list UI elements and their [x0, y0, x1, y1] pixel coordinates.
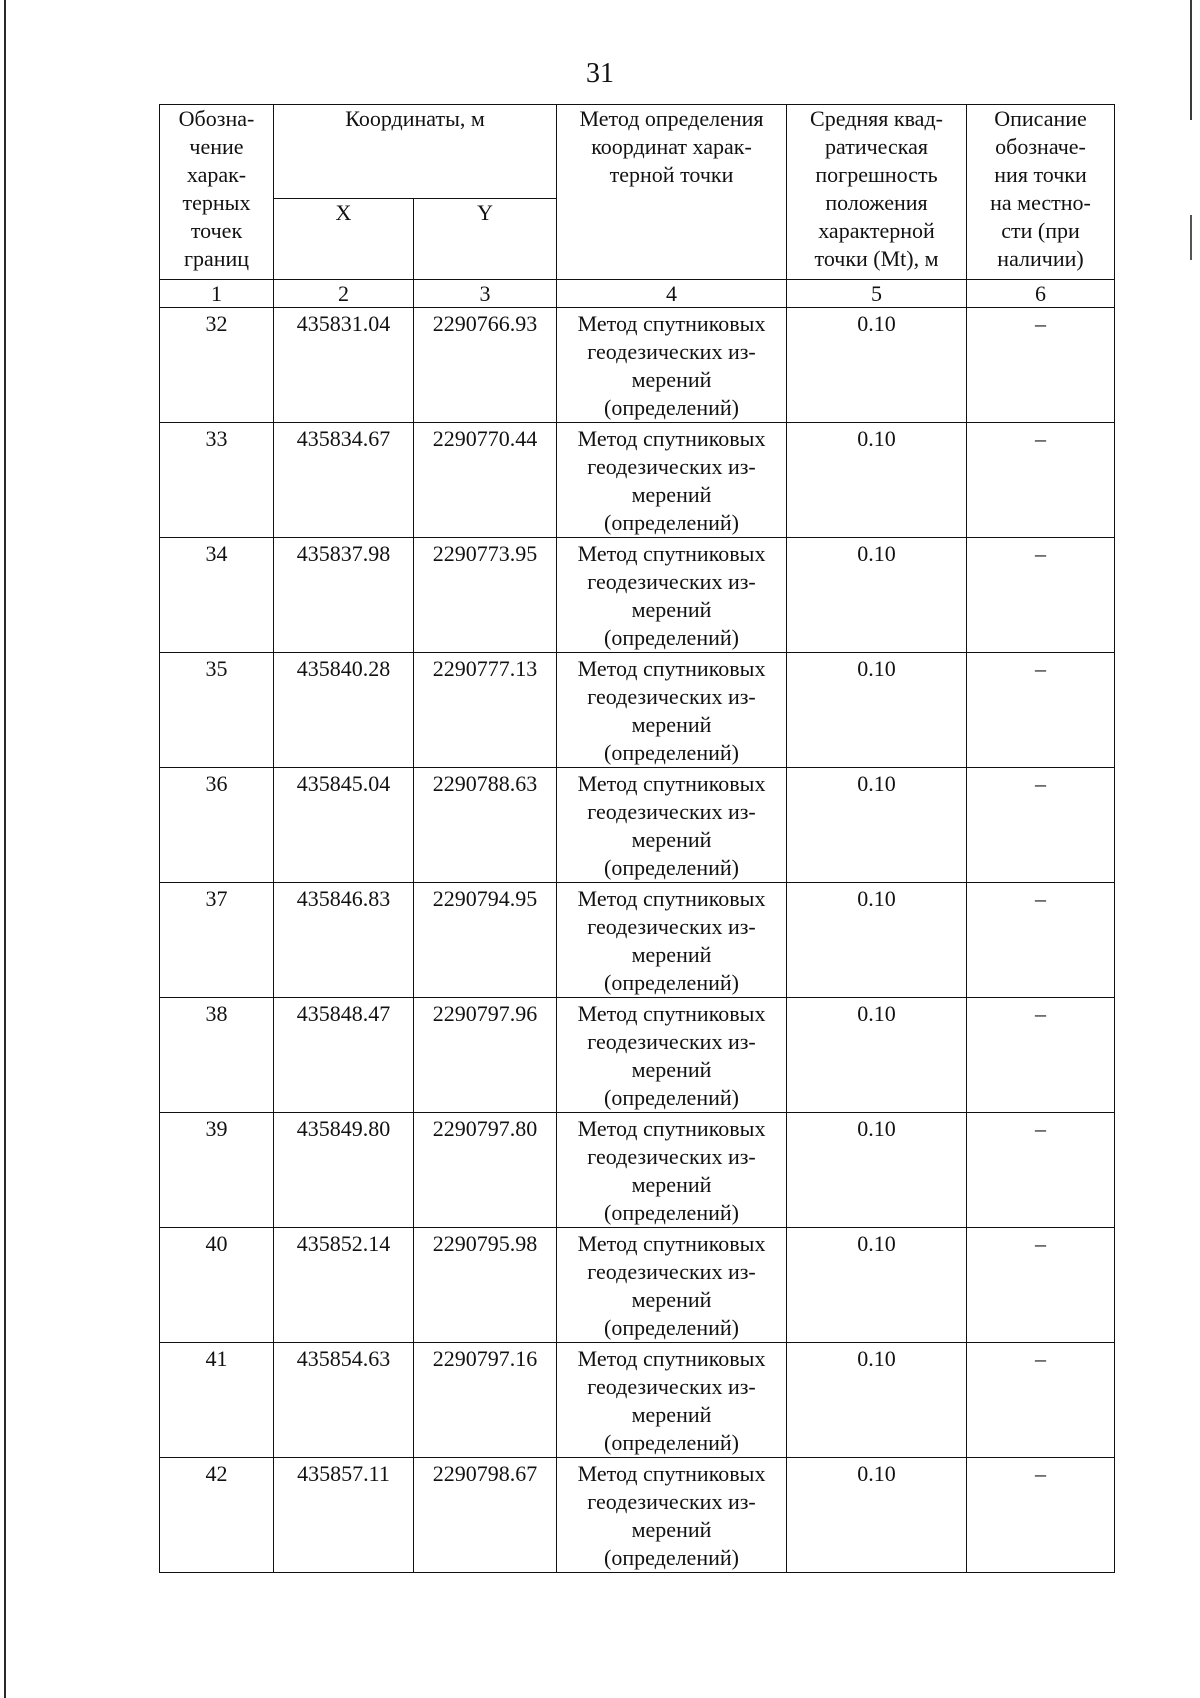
- method-line: (определений): [604, 855, 739, 880]
- method-line: мерений: [631, 942, 712, 967]
- point-number-cell: 33: [160, 423, 274, 538]
- description-cell: –: [967, 1228, 1115, 1343]
- error-cell: 0.10: [787, 538, 967, 653]
- page-number: 31: [586, 58, 614, 89]
- method-line: Метод спутниковых: [577, 1231, 766, 1256]
- column-number: 4: [557, 280, 787, 308]
- point-number-cell: 34: [160, 538, 274, 653]
- method-cell: [557, 1113, 787, 1228]
- table-row: [160, 768, 1115, 883]
- description-cell: –: [967, 423, 1115, 538]
- method-line: Метод спутниковых: [577, 656, 766, 681]
- method-line: геодезических из-: [587, 454, 756, 479]
- error-cell: 0.10: [787, 1458, 967, 1573]
- point-number-cell: 41: [160, 1343, 274, 1458]
- method-line: Метод спутниковых: [577, 1346, 766, 1371]
- method-line: Метод спутниковых: [577, 1116, 766, 1141]
- error-cell: 0.10: [787, 653, 967, 768]
- header-method: Метод определения координат харак- терной точки: [557, 105, 787, 280]
- column-number-row: [160, 280, 1115, 308]
- method-line: Метод спутниковых: [577, 1001, 766, 1026]
- method-line: геодезических из-: [587, 569, 756, 594]
- error-cell: 0.10: [787, 1228, 967, 1343]
- method-line: (определений): [604, 740, 739, 765]
- method-line: Метод спутниковых: [577, 426, 766, 451]
- table-row: [160, 998, 1115, 1113]
- point-number-cell: 42: [160, 1458, 274, 1573]
- y-coordinate-cell: 2290773.95: [414, 538, 557, 653]
- method-line: (определений): [604, 1545, 739, 1570]
- method-line: (определений): [604, 395, 739, 420]
- table-row: [160, 423, 1115, 538]
- method-line: мерений: [631, 482, 712, 507]
- method-line: геодезических из-: [587, 1259, 756, 1284]
- method-line: мерений: [631, 827, 712, 852]
- table-row: [160, 1343, 1115, 1458]
- x-coordinate-cell: 435840.28: [274, 653, 414, 768]
- method-line: геодезических из-: [587, 684, 756, 709]
- error-cell: 0.10: [787, 768, 967, 883]
- error-cell: 0.10: [787, 1113, 967, 1228]
- error-cell: 0.10: [787, 308, 967, 423]
- header-error: Средняя квад- ратическая погрешность положения характерной точки (Mt), м: [787, 105, 967, 280]
- x-coordinate-cell: 435837.98: [274, 538, 414, 653]
- point-number-cell: 36: [160, 768, 274, 883]
- table-row: [160, 883, 1115, 998]
- method-line: (определений): [604, 1315, 739, 1340]
- y-coordinate-cell: 2290797.16: [414, 1343, 557, 1458]
- method-line: мерений: [631, 1287, 712, 1312]
- method-line: геодезических из-: [587, 1374, 756, 1399]
- column-number: 2: [274, 280, 414, 308]
- y-coordinate-cell: 2290788.63: [414, 768, 557, 883]
- x-coordinate-cell: 435846.83: [274, 883, 414, 998]
- method-line: геодезических из-: [587, 799, 756, 824]
- method-line: (определений): [604, 1085, 739, 1110]
- point-number-cell: 32: [160, 308, 274, 423]
- y-coordinate-cell: 2290770.44: [414, 423, 557, 538]
- y-coordinate-cell: 2290797.96: [414, 998, 557, 1113]
- point-number-cell: 37: [160, 883, 274, 998]
- header-y: Y: [414, 199, 557, 280]
- method-cell: [557, 1228, 787, 1343]
- description-cell: –: [967, 1113, 1115, 1228]
- method-cell: [557, 1343, 787, 1458]
- method-line: Метод спутниковых: [577, 886, 766, 911]
- x-coordinate-cell: 435834.67: [274, 423, 414, 538]
- header-coordinates: Координаты, м: [274, 105, 557, 199]
- coordinates-table: [159, 104, 1115, 1573]
- x-coordinate-cell: 435849.80: [274, 1113, 414, 1228]
- header-description: Описание обозначе- ния точки на местно- сти (при наличии): [967, 105, 1115, 280]
- point-number-cell: 39: [160, 1113, 274, 1228]
- method-line: (определений): [604, 1200, 739, 1225]
- y-coordinate-cell: 2290797.80: [414, 1113, 557, 1228]
- method-line: мерений: [631, 597, 712, 622]
- method-line: Метод спутниковых: [577, 311, 766, 336]
- method-line: мерений: [631, 1172, 712, 1197]
- description-cell: –: [967, 1458, 1115, 1573]
- table-body: [160, 308, 1115, 1573]
- x-coordinate-cell: 435852.14: [274, 1228, 414, 1343]
- column-number: 1: [160, 280, 274, 308]
- method-line: геодезических из-: [587, 339, 756, 364]
- x-coordinate-cell: 435857.11: [274, 1458, 414, 1573]
- method-cell: [557, 998, 787, 1113]
- y-coordinate-cell: 2290766.93: [414, 308, 557, 423]
- error-cell: 0.10: [787, 883, 967, 998]
- description-cell: –: [967, 653, 1115, 768]
- method-line: мерений: [631, 1517, 712, 1542]
- x-coordinate-cell: 435854.63: [274, 1343, 414, 1458]
- description-cell: –: [967, 998, 1115, 1113]
- method-line: мерений: [631, 367, 712, 392]
- header-point-designation: Обозна- чение харак- терных точек границ: [160, 105, 274, 280]
- error-cell: 0.10: [787, 1343, 967, 1458]
- point-number-cell: 35: [160, 653, 274, 768]
- point-number-cell: 38: [160, 998, 274, 1113]
- table-row: [160, 1228, 1115, 1343]
- method-cell: [557, 653, 787, 768]
- method-cell: [557, 1458, 787, 1573]
- method-line: геодезических из-: [587, 1144, 756, 1169]
- method-cell: [557, 768, 787, 883]
- method-line: Метод спутниковых: [577, 1461, 766, 1486]
- y-coordinate-cell: 2290795.98: [414, 1228, 557, 1343]
- y-coordinate-cell: 2290798.67: [414, 1458, 557, 1573]
- method-line: (определений): [604, 970, 739, 995]
- description-cell: –: [967, 1343, 1115, 1458]
- point-number-cell: 40: [160, 1228, 274, 1343]
- scan-edge-right-mark: [1190, 215, 1192, 260]
- error-cell: 0.10: [787, 423, 967, 538]
- table-row: [160, 308, 1115, 423]
- method-line: геодезических из-: [587, 1029, 756, 1054]
- description-cell: –: [967, 883, 1115, 998]
- method-line: Метод спутниковых: [577, 541, 766, 566]
- description-cell: –: [967, 308, 1115, 423]
- scan-edge-left: [4, 0, 6, 1698]
- method-line: геодезических из-: [587, 914, 756, 939]
- method-line: (определений): [604, 1430, 739, 1455]
- method-cell: [557, 538, 787, 653]
- description-cell: –: [967, 538, 1115, 653]
- column-number: 5: [787, 280, 967, 308]
- method-cell: [557, 423, 787, 538]
- column-number: 3: [414, 280, 557, 308]
- y-coordinate-cell: 2290777.13: [414, 653, 557, 768]
- error-cell: 0.10: [787, 998, 967, 1113]
- table-row: [160, 1458, 1115, 1573]
- description-cell: –: [967, 768, 1115, 883]
- method-line: геодезических из-: [587, 1489, 756, 1514]
- method-line: мерений: [631, 1402, 712, 1427]
- y-coordinate-cell: 2290794.95: [414, 883, 557, 998]
- method-line: (определений): [604, 510, 739, 535]
- method-line: (определений): [604, 625, 739, 650]
- method-line: мерений: [631, 712, 712, 737]
- table-row: [160, 653, 1115, 768]
- x-coordinate-cell: 435845.04: [274, 768, 414, 883]
- table-row: [160, 1113, 1115, 1228]
- column-number: 6: [967, 280, 1115, 308]
- method-cell: [557, 883, 787, 998]
- header-x: X: [274, 199, 414, 280]
- x-coordinate-cell: 435848.47: [274, 998, 414, 1113]
- x-coordinate-cell: 435831.04: [274, 308, 414, 423]
- method-line: мерений: [631, 1057, 712, 1082]
- method-line: Метод спутниковых: [577, 771, 766, 796]
- table-row: [160, 538, 1115, 653]
- method-cell: [557, 308, 787, 423]
